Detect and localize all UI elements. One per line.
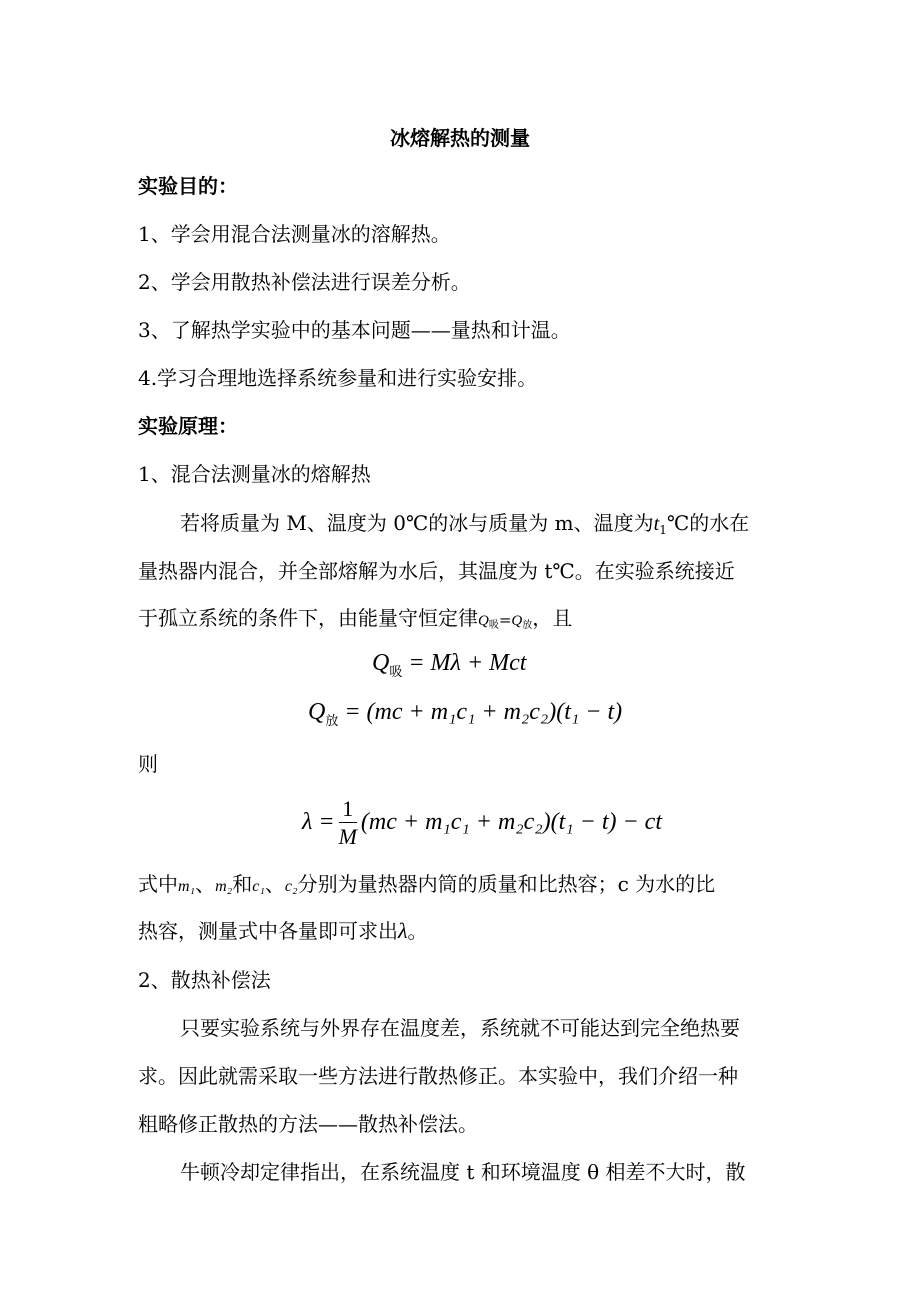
- t1-subscript: 1: [659, 523, 667, 537]
- and-text: 和: [232, 872, 253, 896]
- eq3-denominator: M: [338, 824, 357, 849]
- m1-symbol: m₁: [178, 878, 196, 895]
- equals-sign: =: [498, 611, 512, 629]
- eq1-rhs: = Mλ + Mct: [408, 650, 527, 676]
- separator-1: 、: [195, 872, 216, 896]
- eq3-lhs: λ =: [302, 809, 335, 836]
- q-release-symbol: Q: [511, 613, 523, 629]
- heading-principle: 实验原理：: [138, 414, 238, 438]
- separator-2: 、: [264, 872, 285, 896]
- eq3-rhs: (mc + m₁c₁ + m₂c₂)(t₁ − t) − ct: [360, 809, 662, 836]
- eq2-q-symbol: Q: [308, 699, 326, 725]
- eq2-rhs: = (mc + m₁c₁ + m₂c₂)(t₁ − t): [344, 699, 623, 725]
- q-absorb-symbol: Q: [478, 613, 489, 629]
- eq3-fraction: [339, 796, 357, 851]
- paragraph-2-line-1: [138, 872, 715, 899]
- paragraph-1-line-3-text-a: 于孤立系统的条件下，由能量守恒定律: [138, 606, 478, 630]
- paragraph-4-line-1: 牛顿冷却定律指出，在系统温度 t 和环境温度 θ 相差不大时，散: [180, 1160, 746, 1184]
- t1-symbol: t: [653, 513, 660, 535]
- paragraph-3-line-3: 粗略修正散热的方法——散热补偿法。: [138, 1112, 478, 1136]
- q-absorb-subscript: 吸: [488, 620, 499, 631]
- purpose-item-4: 4.学习合理地选择系统参量和进行实验安排。: [138, 366, 538, 390]
- paragraph-2-line-2-text-a: 热容，测量式中各量即可求出: [138, 919, 398, 943]
- principle-subtitle-1: 1、混合法测量冰的熔解热: [138, 462, 371, 486]
- paragraph-2-text-b: 分别为量热器内筒的质量和比热容；c 为水的比: [297, 872, 716, 896]
- c2-symbol: c₂: [284, 878, 298, 895]
- paragraph-2-line-2: [138, 919, 428, 943]
- purpose-item-3: 3、了解热学实验中的基本问题——量热和计温。: [138, 318, 571, 342]
- then-label: 则: [138, 752, 158, 776]
- eq3-numerator: 1: [339, 796, 357, 823]
- equation-lambda: [302, 796, 662, 851]
- document-title: 冰熔解热的测量: [390, 126, 530, 150]
- paragraph-1-line-2: 量热器内混合，并全部熔解为水后，其温度为 t℃。在实验系统接近: [138, 559, 735, 583]
- eq1-subscript: 吸: [389, 664, 403, 679]
- q-release-subscript: 放: [522, 620, 533, 631]
- lambda-symbol: λ: [398, 918, 408, 943]
- equation-q-release: [308, 697, 622, 736]
- m2-symbol: m₂: [215, 878, 233, 895]
- paragraph-1-line-3-text-b: ，且: [532, 606, 573, 630]
- paragraph-2-text-a: 式中: [138, 872, 178, 896]
- eq2-subscript: 放: [325, 713, 339, 728]
- eq1-q-symbol: Q: [372, 650, 390, 676]
- paragraph-1-text-a: 若将质量为 M、温度为 0℃的冰与质量为 m、温度为: [180, 511, 654, 535]
- heading-purpose: 实验目的：: [138, 174, 238, 198]
- paragraph-3-line-2: 求。因此就需采取一些方法进行散热修正。本实验中，我们介绍一种: [138, 1064, 738, 1088]
- c1-symbol: c₁: [252, 878, 265, 895]
- paragraph-1-line-1: [180, 511, 749, 542]
- paragraph-2-line-2-text-b: 。: [407, 919, 428, 943]
- paragraph-1-line-3: [138, 606, 572, 638]
- equation-q-absorb: [372, 648, 526, 687]
- purpose-item-1: 1、学会用混合法测量冰的溶解热。: [138, 222, 451, 246]
- paragraph-3-line-1: 只要实验系统与外界存在温度差，系统就不可能达到完全绝热要: [180, 1016, 740, 1040]
- paragraph-1-text-b: ℃的水在: [666, 511, 750, 535]
- purpose-item-2: 2、学会用散热补偿法进行误差分析。: [138, 270, 471, 294]
- principle-subtitle-2: 2、散热补偿法: [138, 968, 271, 992]
